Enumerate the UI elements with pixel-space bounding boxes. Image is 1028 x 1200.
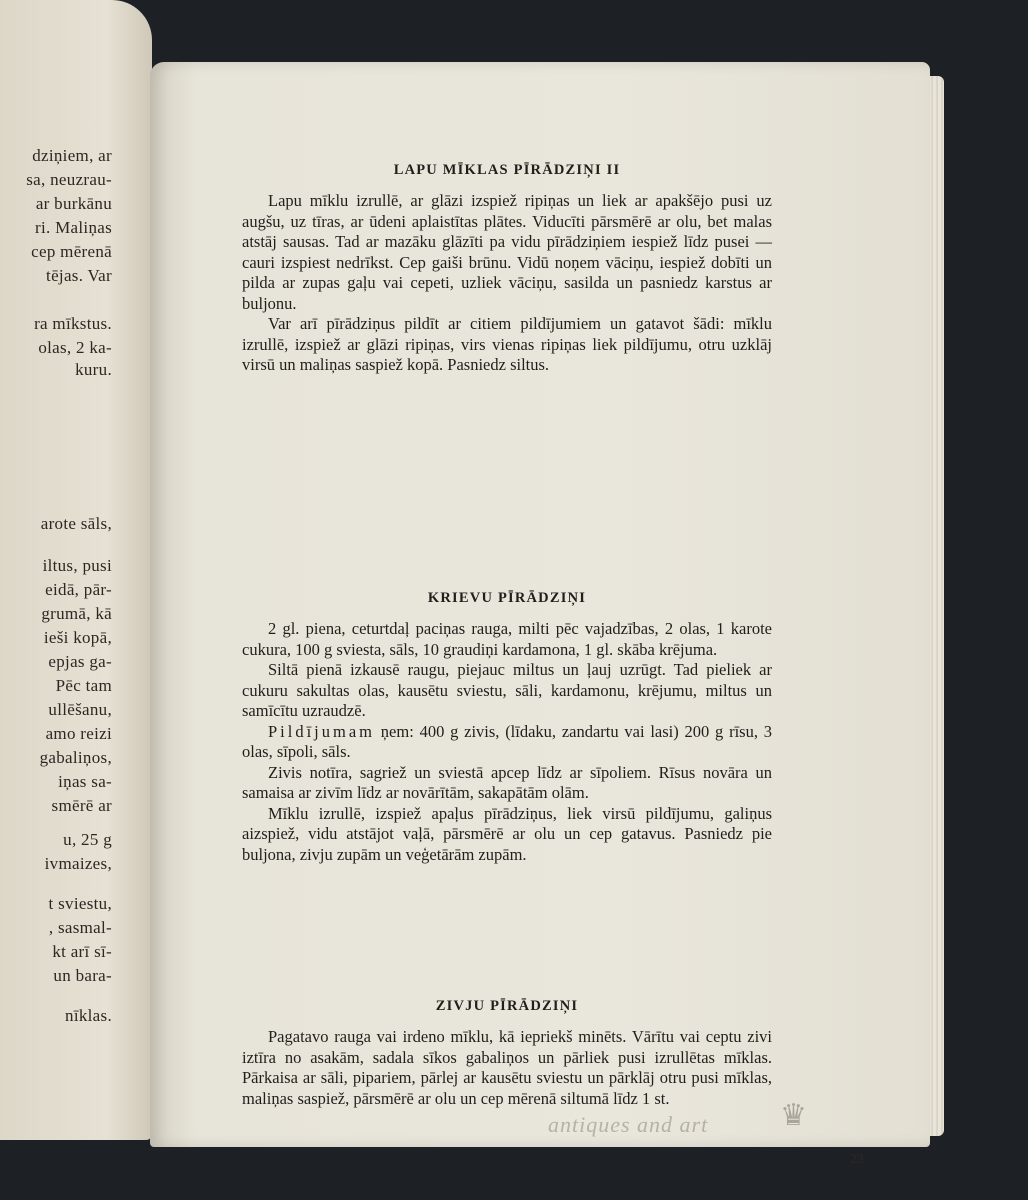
left-page-line: tējas. Var	[46, 266, 112, 285]
left-page-line: sa, neuzrau-	[26, 170, 112, 189]
left-page-line: iņas sa-	[58, 772, 112, 791]
left-page-line: ieši kopā,	[43, 628, 112, 647]
paragraph: Zivis notīra, sagriež un sviestā apcep līdz ar sīpoliem. Rīsus novāra un samaisa ar zivīm līdz ar novārītām, sakapātām olām.	[242, 762, 772, 802]
page-number: 23	[850, 1152, 864, 1167]
paragraph: Pagatavo rauga vai irdeno mīklu, kā iepriekš minēts. Vārītu vai ceptu zivi iztīra no asakām, sadala sīkos gabaliņos un pārliek pusi izrullētas mīklas. Pārkaisa ar sāli, pipariem, pārlej ar kausētu sviestu un pārklāj otru pusi mīklas, maliņas saspiež, pārsmērē ar olu un cep mērenā siltumā līdz 1 st.	[242, 1027, 772, 1108]
ingredients-paragraph: 2 gl. piena, ceturtdaļ paciņas rauga, milti pēc vajadzības, 2 olas, 1 karote cukura, 100 g sviesta, sāls, 10 graudiņi kardamona, 1 gl. skāba krējuma.	[242, 619, 772, 659]
recipe-section-fish	[242, 998, 772, 1109]
filling-paragraph	[242, 722, 772, 763]
section-title: ZIVJU PĪRĀDZIŅI	[435, 998, 579, 1014]
left-page-line: ivmaizes,	[44, 854, 112, 873]
left-page-line: u, 25 g	[63, 830, 112, 849]
paragraph: Siltā pienā izkausē raugu, piejauc miltus un ļauj uzrūgt. Tad pieliek ar cukuru sakultas olas, kausētu sviestu, sāli, kardamonu, krējumu, miltus un samīcītu uzraudzē.	[242, 660, 772, 720]
section-title: KRIEVU PĪRĀDZIŅI	[427, 590, 587, 606]
left-page-line: grumā, kā	[41, 604, 112, 623]
right-page	[150, 62, 930, 1167]
left-page-line: ullēšanu,	[48, 700, 112, 719]
filling-text: ņem: 400 g zivis, (līdaku, zandartu vai lasi) 200 g rīsu, 3 olas, sīpoli, sāls.	[242, 721, 772, 761]
left-page-line: iltus, pusi	[42, 556, 112, 575]
left-page-line: dziņiem, ar	[32, 146, 112, 165]
left-page-line: amo reizi	[45, 724, 112, 743]
section-title: LAPU MĪKLAS PĪRĀDZIŅI II	[393, 162, 621, 178]
left-page-line: epjas ga-	[48, 652, 112, 671]
left-page-line: eidā, pār-	[45, 580, 112, 599]
left-page-line: smērē ar	[51, 796, 112, 815]
paragraph: Var arī pīrādziņus pildīt ar citiem pildījumiem un gatavot šādi: mīklu izrullē, izspiež ar glāzi ripiņas, virs vienas ripiņas liek pildījumu, otru uzklāj virsū un maliņas saspiež kopā. Pasniedz siltus.	[242, 314, 772, 374]
crown-icon: ♛	[780, 1099, 807, 1132]
watermark-text: antiques and art	[548, 1112, 709, 1137]
left-page-line: olas, 2 ka-	[38, 338, 112, 357]
left-page-line: nīklas.	[65, 1006, 112, 1025]
left-page-line: Pēc tam	[55, 676, 112, 695]
left-page-line: t sviestu,	[48, 894, 112, 913]
recipe-section-russian	[242, 590, 772, 865]
left-page-line: un bara-	[53, 966, 112, 985]
left-page-line: kt arī sī-	[52, 942, 112, 961]
left-page-line: kuru.	[75, 360, 112, 379]
paragraph: Lapu mīklu izrullē, ar glāzi izspiež ripiņas un liek ar apakšējo pusi uz augšu, uz tīras, ar ūdeni aplaistītas plātes. Viducīti pārsmērē ar olu, bet malas atstāj sausas. Tad ar mazāku glāzīti pa vidu pīrādziņiem iespiež līdz pusei — cauri izspiest nedrīkst. Cep gaiši brūnu. Vidū noņem vāciņu, iespiež dobīti un pilda ar zupas gaļu vai cepeti, uzliek vāciņu, sasilda un pasniedz karstus ar buljonu.	[242, 191, 772, 313]
paragraph: Mīklu izrullē, izspiež apaļus pīrādziņus, liek virsū pildījumu, galiņus aizspiež, vidu atstājot vaļā, pārsmērē ar olu un cep gatavus. Pasniedz pie buljona, zivju zupām un veģetārām zupām.	[242, 803, 772, 864]
left-page-line: cep mērenā	[31, 242, 112, 261]
left-page-line: ri. Maliņas	[35, 218, 112, 237]
left-page-line: gabaliņos,	[39, 748, 112, 767]
left-page	[0, 0, 152, 1140]
left-page-line: arote sāls,	[40, 514, 112, 533]
recipe-section-puff-pastry	[242, 162, 772, 376]
left-page-line: , sasmal-	[48, 918, 112, 937]
filling-label: Pildījumam	[268, 721, 376, 741]
left-page-line: ra mīkstus.	[34, 314, 112, 333]
left-page-line: ar burkānu	[35, 194, 112, 213]
